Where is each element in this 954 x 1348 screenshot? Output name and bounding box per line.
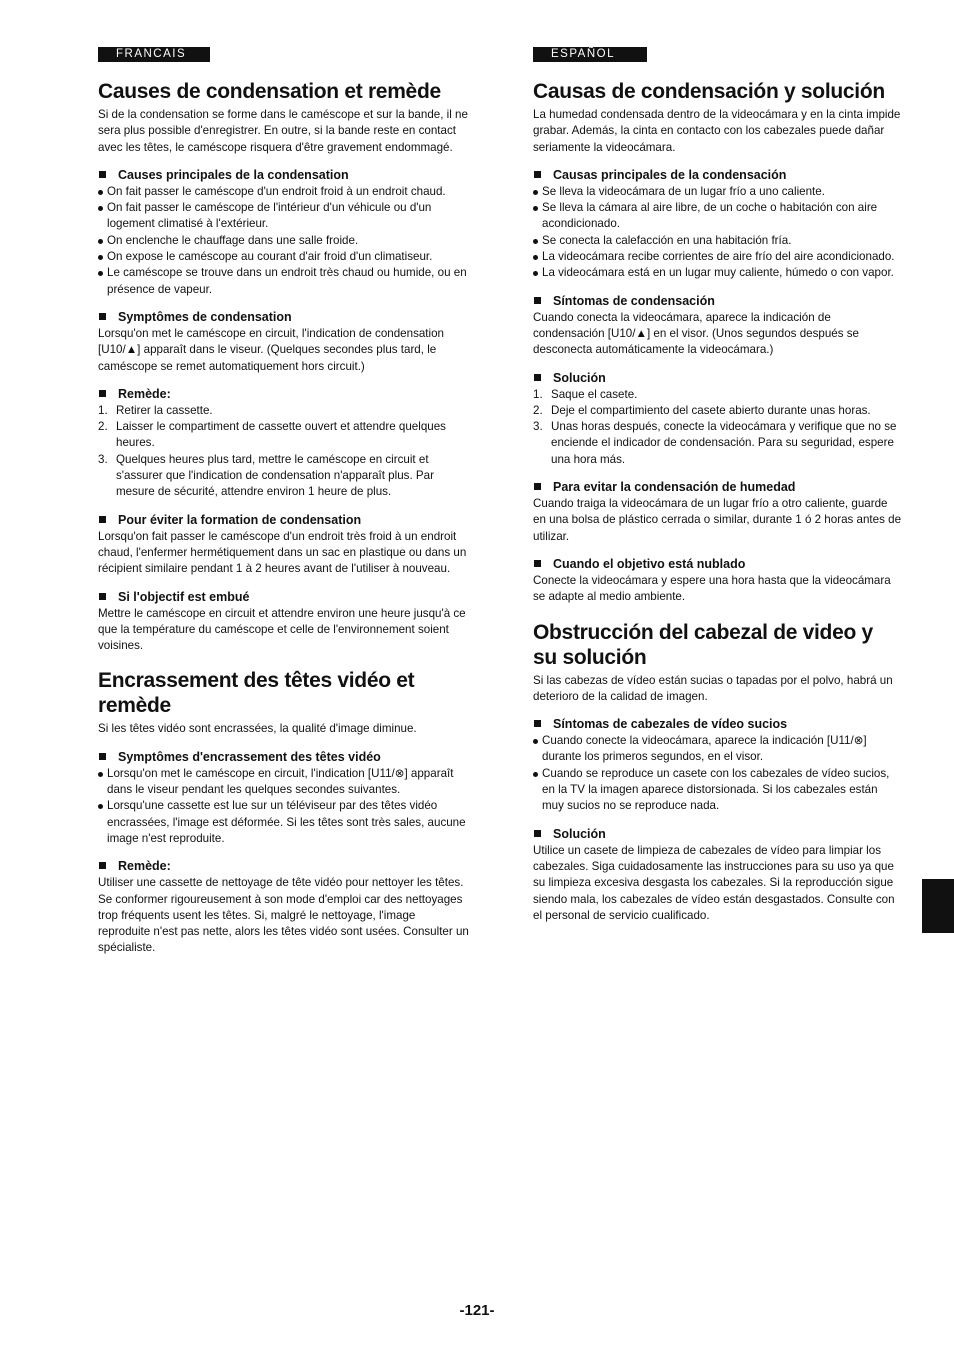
avoid-heading: Para evitar la condensación de humedad [533,479,901,495]
head-remedy-text: Utiliser une cassette de nettoyage de tête vidéo pour nettoyer les têtes. Se conformer rigoureusement à son mode d'emploi car des nettoyages trop fréquents usent les têtes. Si, malgré le nettoyage, l'image reproduite n'est pas nette, alors les têtes vidéo sont usées. Consulter un spécialiste. [98,876,469,955]
list-item: On expose le caméscope au courant d'air froid d'un climatiseur. [98,249,470,265]
language-tab-spanish: ESPAÑOL [533,47,647,62]
lens-text: Mettre le caméscope en circuit et attendre environ une heure jusqu'à ce que la température du caméscope et celle de l'environnement soient voisines. [98,606,466,653]
list-item: Se lleva la cámara al aire libre, de un coche o habitación con aire acondicionado. [533,200,901,233]
symptoms-heading: Síntomas de condensación [533,293,901,309]
french-column [98,44,470,957]
remedy-heading: Solución [533,370,901,386]
page-number: -121- [459,1302,495,1319]
causes-heading: Causas principales de la condensación [533,167,901,183]
head-symptoms-heading: Symptômes d'encrassement des têtes vidéo [98,749,470,765]
remedy-steps [533,387,901,468]
causes-list [98,184,470,298]
section-title-condensation: Causas de condensación y solución [533,80,885,103]
symptoms-text: Lorsqu'on met le caméscope en circuit, l'indication de condensation [U10/▲] apparaît dans le viseur. (Quelques secondes plus tard, le caméscope se remet automatiquement hors circuit.) [98,326,445,373]
section-title-head-clogging: Encrassement des têtes vidéo et remède [98,669,415,718]
list-item: On enclenche le chauffage dans une salle froide. [98,233,470,249]
remedy-heading: Remède: [98,386,470,402]
head-clogging-intro: Si les têtes vidéo sont encrassées, la qualité d'image diminue. [98,722,417,736]
list-item: Le caméscope se trouve dans un endroit très chaud ou humide, ou en présence de vapeur. [98,265,470,298]
section-title-condensation: Causes de condensation et remède [98,80,441,103]
language-tab-french: FRANCAIS [98,47,210,62]
list-item: Se conecta la calefacción en una habitación fría. [533,233,901,249]
list-item: 1. Saque el casete. [533,387,638,401]
condensation-intro: La humedad condensada dentro de la videocámara y en la cinta impide grabar. Además, la cinta en contacto con los cabezales puede dañar seriamente la videocámara. [533,108,901,154]
causes-heading: Causes principales de la condensation [98,167,470,183]
remedy-steps [98,403,470,501]
head-remedy-text: Utilice un casete de limpieza de cabezales de vídeo para limpiar los cabezales. Siga cuidadosamente las instrucciones para su uso ya que su limpieza excesiva desgasta los cabezales. Si la reproducción sigue siendo mala, los cabezales de vídeo están desgastados. Consulte con el personal de servicio cualificado. [533,843,895,922]
symptoms-heading: Symptômes de condensation [98,309,470,325]
section-edge-tab [922,879,954,933]
list-item: Cuando conecte la videocámara, aparece la indicación [U11/⊗] durante los primeros segundos, en el visor. [533,733,901,766]
list-item: Lorsqu'une cassette est lue sur un téléviseur par des têtes vidéo encrassées, l'image est déformée. Si les têtes sont très sales, aucune image n'est reproduite. [98,798,470,847]
symptoms-text: Cuando conecta la videocámara, aparece la indicación de condensación [U10/▲] en el visor. (Unos segundos después se desconecta automáticamente la videocámara.) [533,310,859,357]
head-symptoms-list [98,766,470,847]
head-clogging-intro: Si las cabezas de vídeo están sucias o tapadas por el polvo, habrá un deterioro de la calidad de imagen. [533,673,893,703]
list-item: Cuando se reproduce un casete con los cabezales de vídeo sucios, en la TV la imagen aparece distorsionada. Si los cabezales están muy sucios no se reproduce nada. [533,766,901,815]
spanish-column [533,44,901,924]
list-item: La videocámara recibe corrientes de aire frío del aire acondicionado. [533,249,901,265]
list-item: 2. Laisser le compartiment de cassette ouvert et attendre quelques heures. [98,420,446,450]
list-item: Lorsqu'on met le caméscope en circuit, l'indication [U11/⊗] apparaît dans le viseur pendant les quelques secondes suivantes. [98,766,470,799]
list-item: On fait passer le caméscope d'un endroit froid à un endroit chaud. [98,184,470,200]
section-title-head-clogging: Obstrucción del cabezal de video y su solución [533,620,873,669]
list-item: 2. Deje el compartimiento del casete abierto durante unas horas. [533,403,871,417]
avoid-text: Lorsqu'on fait passer le caméscope d'un endroit très froid à un endroit chaud, l'enfermer hermétiquement dans un sac en plastique ou dans un récipient similaire pendant 1 à 2 heures avant de l'utiliser à nouveau. [98,529,467,576]
avoid-heading: Pour éviter la formation de condensation [98,512,470,528]
list-item: Se lleva la videocámara de un lugar frío a uno caliente. [533,184,901,200]
causes-list [533,184,901,282]
list-item: La videocámara está en un lugar muy caliente, húmedo o con vapor. [533,265,901,281]
list-item: On fait passer le caméscope de l'intérieur d'un véhicule ou d'un logement climatisé à l'extérieur. [98,200,470,233]
list-item: 3. Unas horas después, conecte la videocámara y verifique que no se enciende el indicador de condensación. Para su seguridad, espere una hora más. [533,420,897,466]
lens-text: Conecte la videocámara y espere una hora hasta que la videocámara se adapte al medio ambiente. [533,573,891,604]
lens-heading: Si l'objectif est embué [98,589,470,605]
head-symptoms-heading: Síntomas de cabezales de vídeo sucios [533,716,901,732]
list-item: 1. Retirer la cassette. [98,403,213,417]
avoid-text: Cuando traiga la videocámara de un lugar frío a otro caliente, guarde en una bolsa de plástico cerrada o similar, durante 1 ó 2 horas antes de utilizar. [533,497,902,543]
condensation-intro: Si de la condensation se forme dans le caméscope et sur la bande, il ne sera plus possible d'enregistrer. En outre, si la bande reste en contact avec les têtes, le caméscope risquera d'être gravement endommagé. [98,108,468,154]
head-remedy-heading: Remède: [98,858,470,874]
lens-heading: Cuando el objetivo está nublado [533,556,901,572]
list-item: 3. Quelques heures plus tard, mettre le caméscope en circuit et s'assurer que l'indication de condensation n'apparaît plus. Par mesure de sécurité, attendre environ 1 heure de plus. [98,452,434,499]
head-symptoms-list [533,733,901,814]
head-remedy-heading: Solución [533,826,901,842]
